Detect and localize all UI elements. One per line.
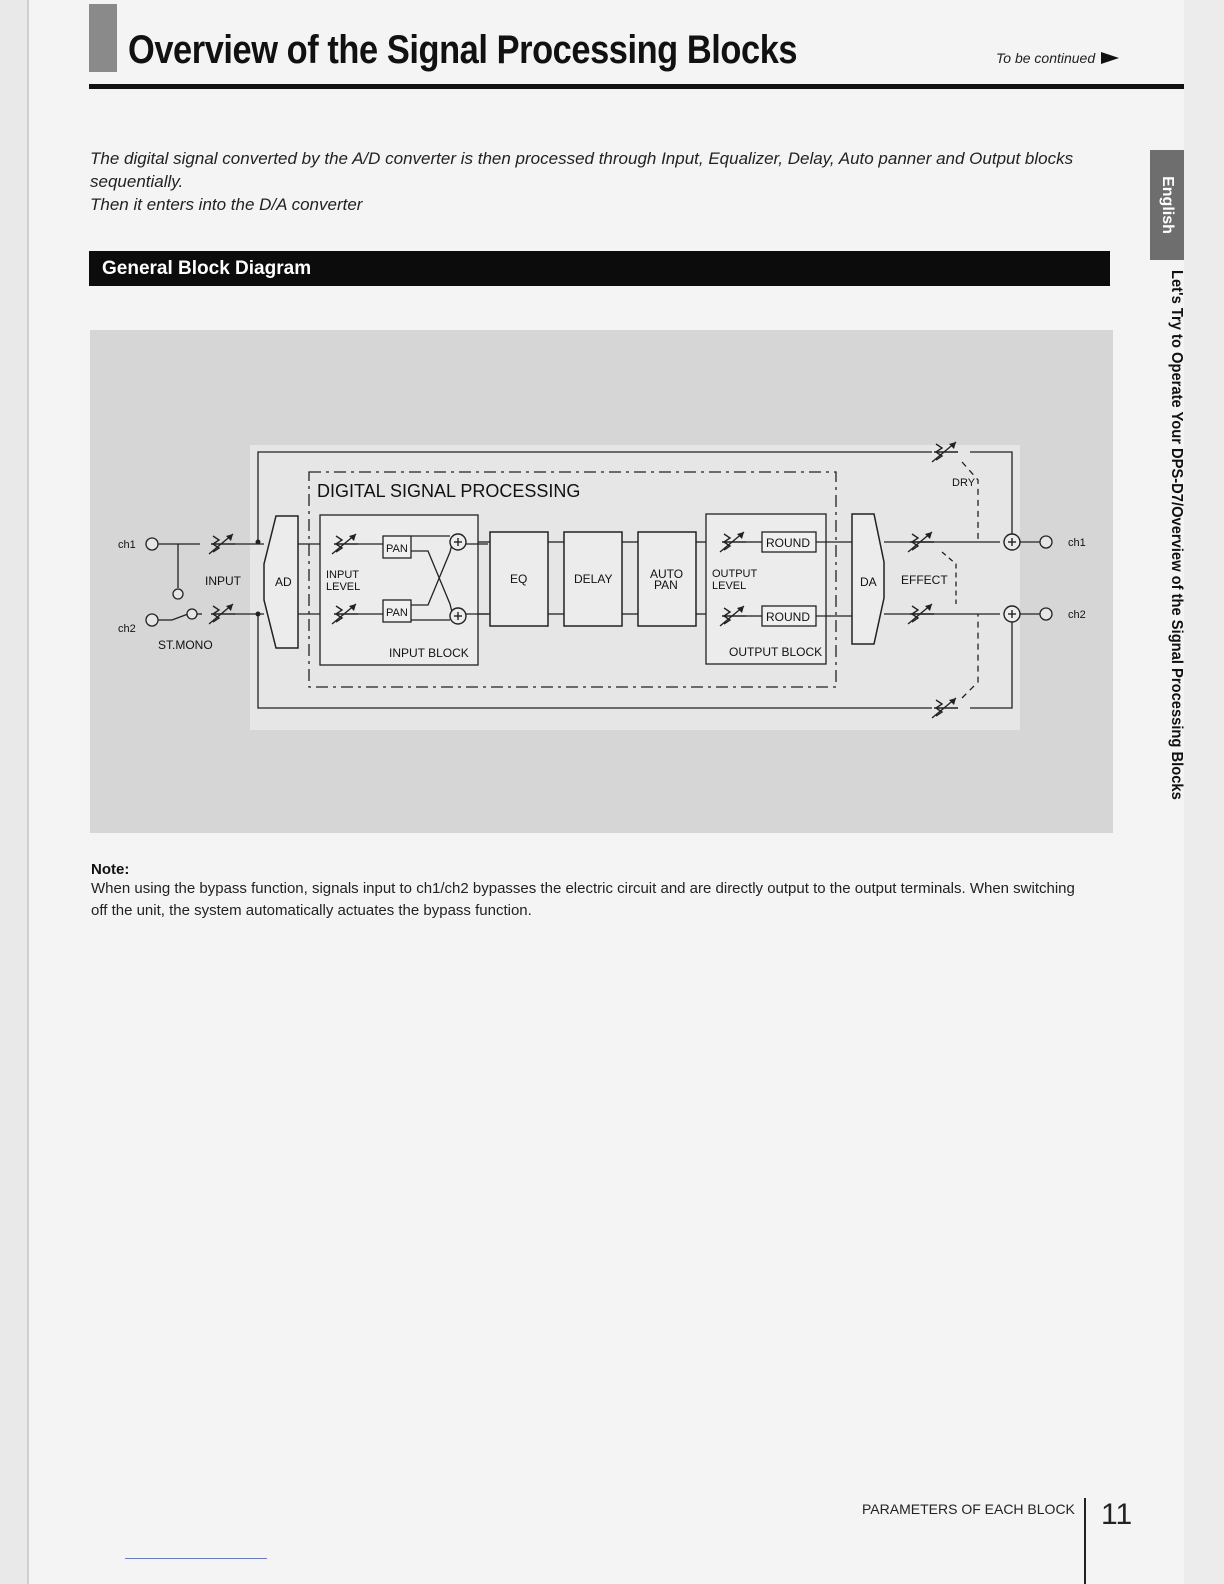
page-right-margin <box>1184 0 1224 1584</box>
input-label: INPUT <box>205 574 241 588</box>
input-ch2-level-icon <box>209 604 235 624</box>
round-ch2-label: ROUND <box>766 610 810 624</box>
footer-rule <box>1084 1498 1086 1584</box>
title-rule <box>89 84 1184 89</box>
intro-line-1: The digital signal converted by the A/D converter is then processed through Input, Equalizer, Delay, Auto panner and Output blocks sequentially. <box>90 149 1074 191</box>
output-ch2-label: ch2 <box>1068 609 1086 621</box>
section-header <box>89 251 1110 286</box>
st-mono-contact <box>173 589 183 599</box>
round-ch1-label: ROUND <box>766 536 810 550</box>
continued-text: To be continued <box>996 50 1096 66</box>
input-sum-ch1-icon <box>450 534 466 550</box>
page-number: 11 <box>1101 1498 1133 1531</box>
delay-label: DELAY <box>574 572 613 586</box>
da-label: DA <box>860 575 877 589</box>
output-sum-ch2-icon <box>1004 606 1020 622</box>
input-level-line-1: INPUT <box>326 569 359 581</box>
output-level-line-2: LEVEL <box>712 580 747 592</box>
input-ch1-level-icon <box>209 534 235 554</box>
output-level-line-1: OUTPUT <box>712 568 758 580</box>
input-ch1-label: ch1 <box>118 539 136 551</box>
language-tab-label: English <box>1159 176 1176 234</box>
pan-ch2-label: PAN <box>386 607 408 619</box>
pan-ch1-label: PAN <box>386 543 408 555</box>
chapter-side-caption: Let's Try to Operate Your DPS-D7/Overview of the Signal Processing Blocks <box>1168 270 1185 800</box>
input-ch2-terminal <box>146 614 158 626</box>
output-ch2-terminal <box>1040 608 1052 620</box>
input-ch2-label: ch2 <box>118 623 136 635</box>
intro-line-2: Then it enters into the D/A converter <box>90 195 363 214</box>
output-sum-ch1-icon <box>1004 534 1020 550</box>
input-sum-ch2-icon <box>450 608 466 624</box>
continued-arrow-icon <box>1101 52 1119 64</box>
page-binding-edge <box>0 0 28 1584</box>
auto-pan-line-2: PAN <box>654 578 678 592</box>
input-block-label: INPUT BLOCK <box>389 646 469 660</box>
ad-ch2-junction <box>256 612 261 617</box>
dry-label: DRY <box>952 477 976 489</box>
section-title: General Block Diagram <box>102 258 312 279</box>
ad-ch1-junction <box>256 540 261 545</box>
eq-label: EQ <box>510 572 528 586</box>
st-mono-switch-node <box>187 609 197 619</box>
ad-label: AD <box>275 575 292 589</box>
input-ch1-terminal <box>146 538 158 550</box>
language-tab <box>1150 150 1184 260</box>
block-diagram <box>90 330 1113 833</box>
st-mono-label: ST.MONO <box>158 638 213 652</box>
output-block-label: OUTPUT BLOCK <box>729 645 823 659</box>
dsp-label: DIGITAL SIGNAL PROCESSING <box>317 481 581 501</box>
title-marker <box>89 4 117 72</box>
continued-note <box>996 50 1119 66</box>
output-ch1-label: ch1 <box>1068 537 1086 549</box>
footer-section-label: PARAMETERS OF EACH BLOCK <box>862 1501 1075 1517</box>
page-title: Overview of the Signal Processing Blocks <box>128 28 798 72</box>
input-level-line-2: LEVEL <box>326 581 361 593</box>
block-diagram-svg <box>90 330 1113 833</box>
output-ch1-terminal <box>1040 536 1052 548</box>
page-binding-line <box>27 0 29 1584</box>
note-heading: Note: <box>91 861 130 878</box>
bottom-rule <box>125 1558 267 1559</box>
intro-text <box>90 147 1090 216</box>
auto-pan-line-1: AUTO <box>650 567 684 581</box>
effect-label: EFFECT <box>901 573 948 587</box>
note-body: When using the bypass function, signals input to ch1/ch2 bypasses the electric circuit and are directly output to the output terminals. When switching off the unit, the system automatically actuates the bypass function. <box>91 880 1075 919</box>
